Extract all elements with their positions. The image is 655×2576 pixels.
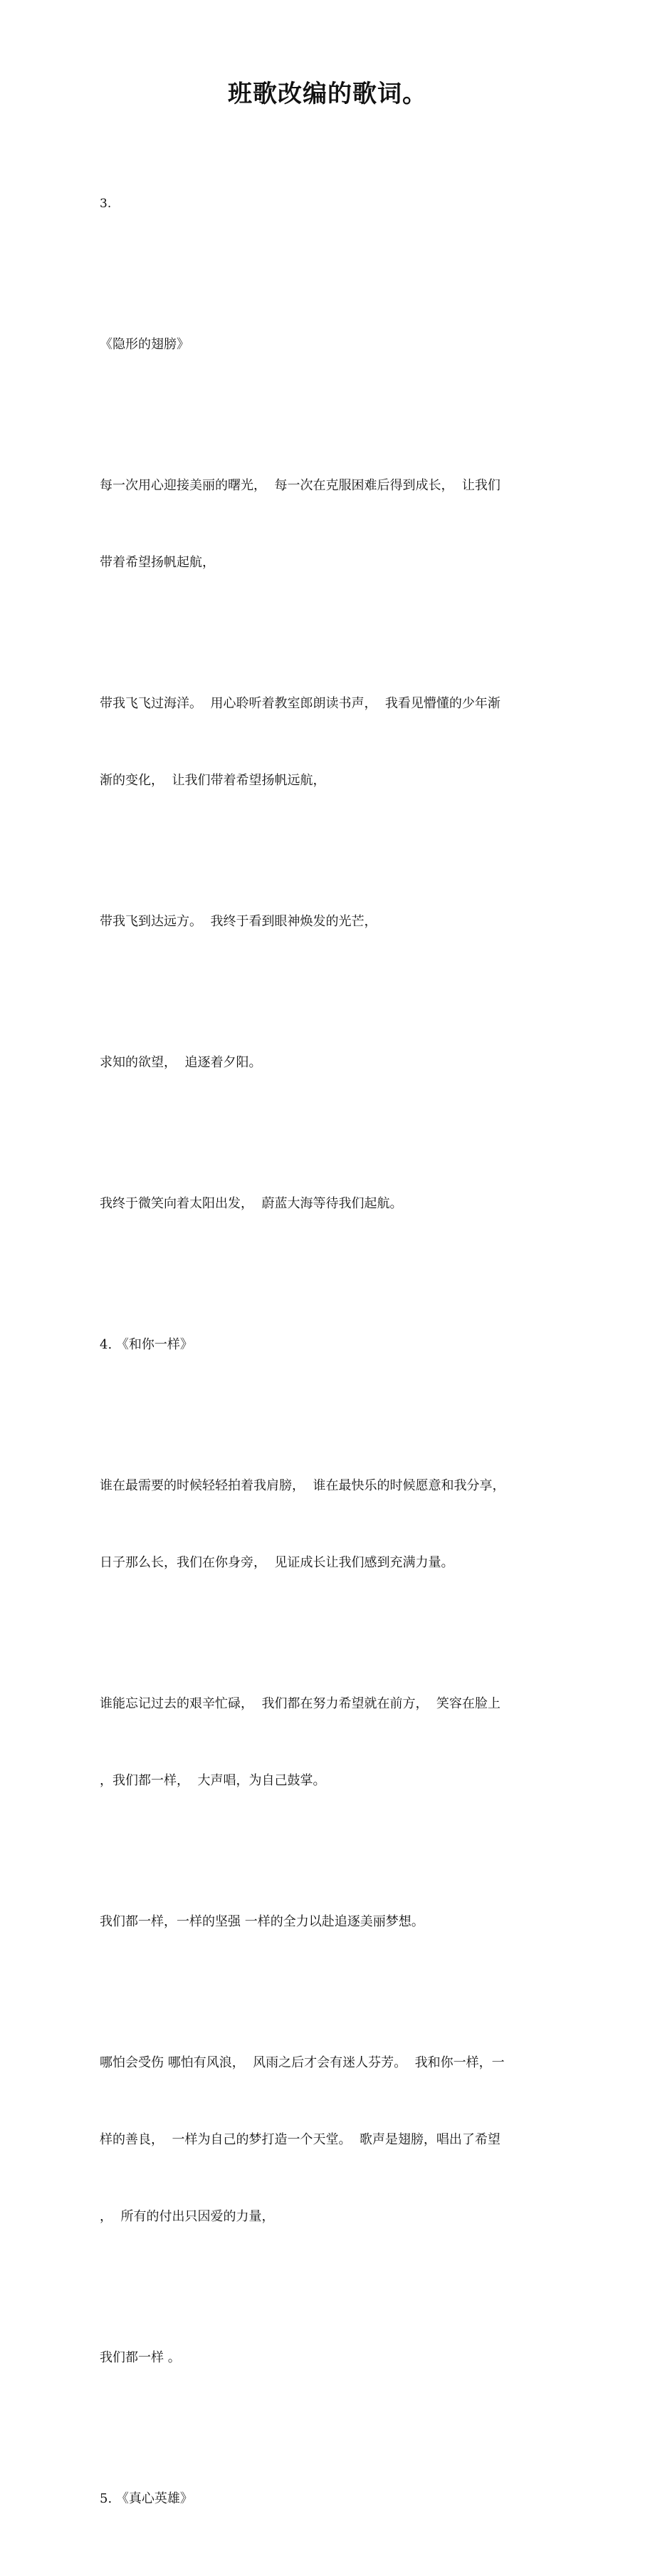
text-line: 哪怕会受伤 哪怕有风浪， 风雨之后才会有迷人芬芳。 我和你一样，一 <box>100 2055 505 2070</box>
lyrics-paragraph <box>100 858 559 986</box>
lyrics-paragraph <box>100 2294 559 2422</box>
section-number-3 <box>100 140 559 268</box>
song-title-true-heroes <box>100 2435 559 2563</box>
text-line: 日子那么长，我们在你身旁， 见证成长让我们感到充满力量。 <box>100 1555 454 1570</box>
text-line: 渐的变化， 让我们带着希望扬帆远航， <box>100 773 326 788</box>
text-line: 谁能忘记过去的艰辛忙碌， 我们都在努力希望就在前方， 笑容在脸上 <box>100 1696 501 1711</box>
lyrics-paragraph <box>100 422 559 627</box>
text-line: ，我们都一样， 大声唱，为自己鼓掌。 <box>100 1773 326 1788</box>
document-title: 班歌改编的歌词。 <box>228 80 427 108</box>
text-line: 5. 《真心英雄》 <box>100 2491 193 2506</box>
text-line: 每一次用心迎接美丽的曙光， 每一次在克服困难后得到成长， 让我们 <box>100 478 501 493</box>
text-line: 《隐形的翅膀》 <box>100 337 189 352</box>
lyrics-paragraph <box>100 1140 559 1268</box>
text-line: 我们都一样 。 <box>100 2350 181 2365</box>
lyrics-paragraph <box>100 1999 559 2281</box>
text-line: 我们都一样，一样的坚强 一样的全力以赴追逐美丽梦想。 <box>100 1914 424 1929</box>
text-line: 我终于微笑向着太阳出发， 蔚蓝大海等待我们起航。 <box>100 1196 403 1211</box>
text-line: 求知的欲望， 追逐着夕阳。 <box>100 1055 262 1070</box>
lyrics-paragraph <box>100 999 559 1127</box>
text-line: 带我飞到达远方。 我终于看到眼神焕发的光芒， <box>100 914 377 929</box>
lyrics-paragraph <box>100 1422 559 1627</box>
text-line: 带我飞飞过海洋。 用心聆听着教室郎朗读书声， 我看见懵懂的少年渐 <box>100 696 501 711</box>
text-line: 4. 《和你一样》 <box>100 1337 193 1352</box>
song-title-invisible-wings <box>100 281 559 409</box>
text-line: 3. <box>100 197 112 211</box>
lyrics-paragraph <box>100 1640 559 1845</box>
document-body <box>100 140 559 2576</box>
text-line: 带着希望扬帆起航， <box>100 555 215 570</box>
text-line: ， 所有的付出只因爱的力量， <box>100 2209 275 2224</box>
text-line: 谁在最需要的时候轻轻拍着我肩膀， 谁在最快乐的时候愿意和我分享， <box>100 1478 505 1493</box>
song-title-same-as-you <box>100 1281 559 1409</box>
text-line: 样的善良， 一样为自己的梦打造一个天堂。 歌声是翅膀，唱出了希望 <box>100 2132 501 2147</box>
lyrics-paragraph <box>100 640 559 845</box>
lyrics-paragraph <box>100 1858 559 1986</box>
